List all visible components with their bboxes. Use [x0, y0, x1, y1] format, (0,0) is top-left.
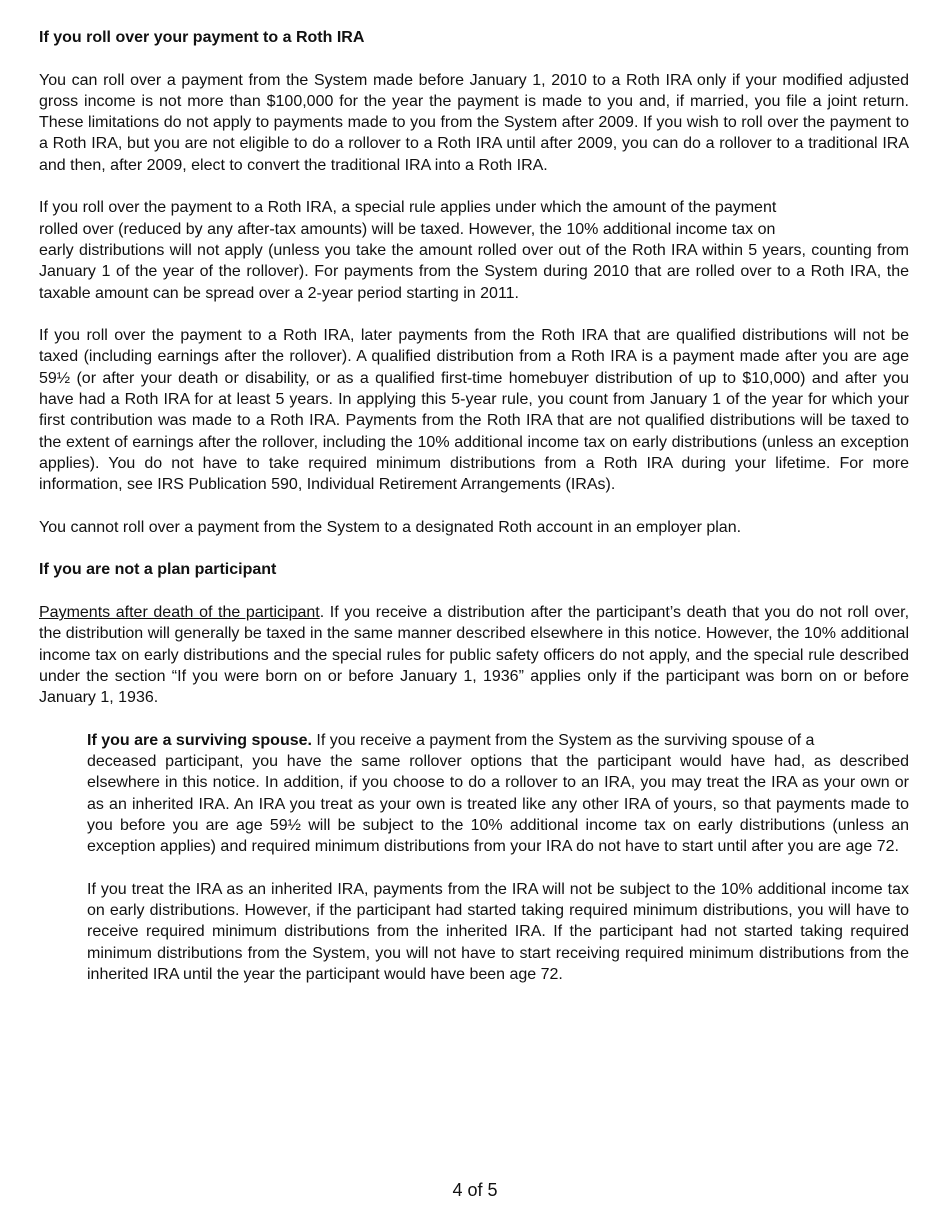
death-of-participant-label: Payments after death of the participant — [39, 604, 320, 622]
surviving-spouse-paragraph — [87, 730, 909, 858]
document-page — [39, 27, 909, 1007]
roth-paragraph-1: You can roll over a payment from the System made before January 1, 2010 to a Roth IRA only if your modified adjusted gross income is not more than $100,000 for the year the payment is made to you and, if married, you file a joint return. These limitations do not apply to payments made to you from the System after 2009. If you wish to roll over the payment to a Roth IRA, but you are not eligible to do a rollover to a Roth IRA until after 2009, you can do a rollover to a traditional IRA and then, after 2009, elect to convert the traditional IRA into a Roth IRA. — [39, 71, 909, 174]
roth-paragraph-2-line-1: If you roll over the payment to a Roth IRA, a special rule applies under which the amount of the payment — [39, 199, 777, 217]
roth-paragraph-4: You cannot roll over a payment from the System to a designated Roth account in an employer plan. — [39, 518, 742, 536]
surviving-spouse-block — [87, 730, 909, 986]
surviving-spouse-text: deceased participant, you have the same rollover options that the participant would have had, as described elsewhere in this notice. In addition, if you choose to do a rollover to an IRA, you may treat the IRA as your own or as an inherited IRA. An IRA you treat as your own is treated like any other IRA of yours, so that payments made to you before you are age 59½ will be subject to the 10% additional income tax on early distributions (unless an exception applies) and required minimum distributions from your IRA do not have to start until after you are age 72. — [87, 753, 909, 856]
surviving-spouse-label: If you are a surviving spouse. — [87, 731, 312, 749]
roth-paragraph-2-rest: early distributions will not apply (unless you take the amount rolled over out of the Roth IRA within 5 years, counting from January 1 of the year of the rollover). For payments from the System during 2010 that are rolled over to a Roth IRA, the taxable amount can be spread over a 2-year period starting in 2011. — [39, 241, 909, 302]
death-of-participant-text: . If you receive a distribution after the participant’s death that you do not roll over, the distribution will generally be taxed in the same manner described elsewhere in this notice. However, the 10% additional income tax on early distributions and the special rules for public safety officers do not apply, and the special rule described under the section “If you were born on or before January 1, 1936” applies only if the participant was born on or before January 1, 1936. — [39, 604, 910, 707]
page-number: 4 of 5 — [452, 1180, 498, 1200]
roth-paragraph-2-line-2: rolled over (reduced by any after-tax amounts) will be taxed. However, the 10% additional income tax on — [39, 220, 776, 238]
roth-ira-heading: If you roll over your payment to a Roth IRA — [39, 29, 365, 46]
non-participant-heading: If you are not a plan participant — [39, 561, 277, 579]
roth-paragraph-3: If you roll over the payment to a Roth IRA, later payments from the Roth IRA that are qualified distributions will not be taxed (including earnings after the rollover). A qualified distribution from a Roth IRA is a payment made after you are age 59½ (or after your death or disability, or as a qualified first-time homebuyer distribution of up to $10,000) and after you have had a Roth IRA for at least 5 years. In applying this 5-year rule, you count from January 1 of the year for which your first contribution was made to a Roth IRA. Payments from the Roth IRA that are not qualified distributions will be taxed to the extent of earnings after the rollover, including the 10% additional income tax on early distributions (unless an exception applies). You do not have to take required minimum distributions from a Roth IRA during your lifetime. For more information, see IRS Publication 590, Individual Retirement Arrangements (IRAs). — [39, 327, 909, 494]
inherited-ira-paragraph: If you treat the IRA as an inherited IRA, payments from the IRA will not be subject to the 10% additional income tax on early distributions. However, if the participant had started taking required minimum distributions, you will have to receive required minimum distributions from the inherited IRA. If the participant had not started taking required minimum distributions from the System, you will not have to start receiving required minimum distributions from the inherited IRA until the year the participant would have been age 72. — [87, 880, 909, 984]
surviving-spouse-line-1: If you receive a payment from the System as the surviving spouse of a — [311, 731, 815, 749]
roth-paragraph-2 — [39, 197, 909, 303]
death-of-participant-paragraph — [39, 602, 909, 708]
